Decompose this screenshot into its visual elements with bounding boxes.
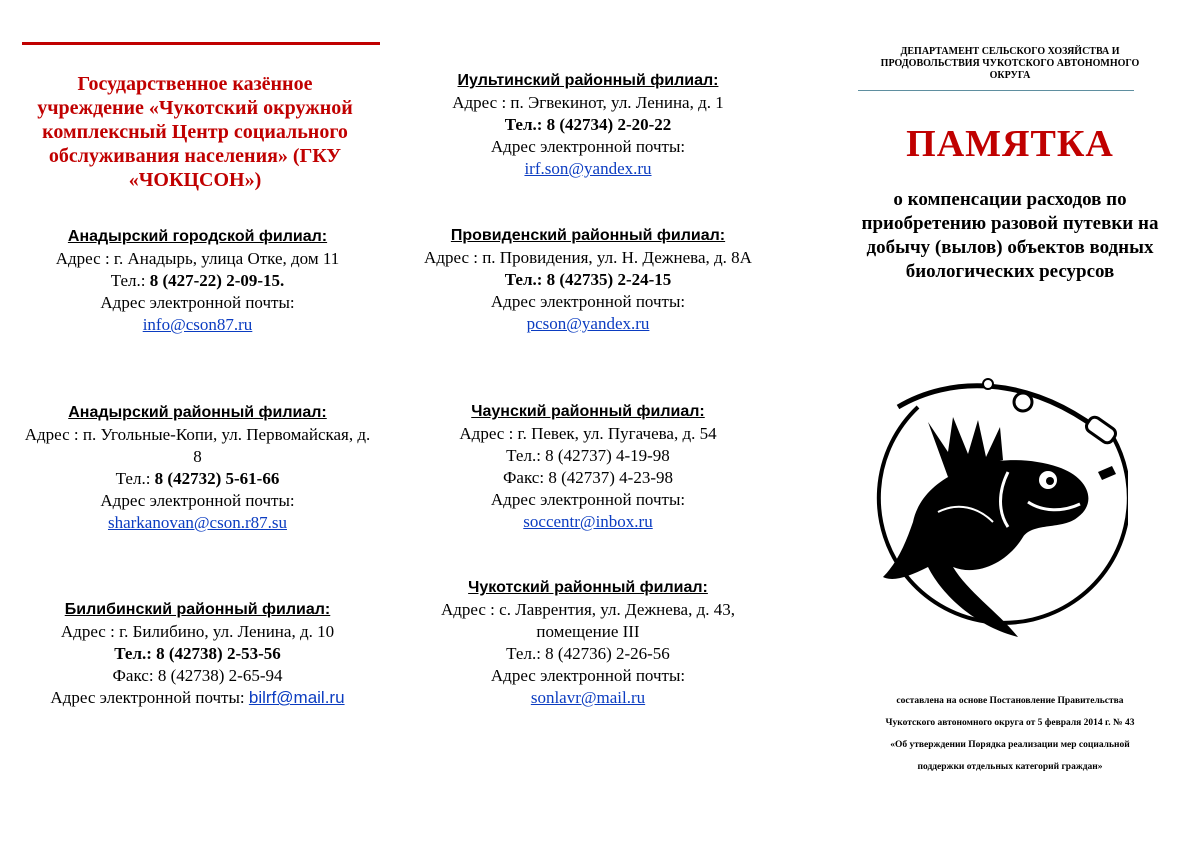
- branch-address: Адрес : г. Певек, ул. Пугачева, д. 54: [459, 424, 717, 443]
- branch-phone: Тел.: 8 (42735) 2-24-15: [504, 270, 672, 289]
- branch-phone: Тел.: 8 (42736) 2-26-56: [506, 644, 670, 663]
- branch-anadyr-district: [20, 402, 375, 534]
- branch-name: Провиденский районный филиал:: [450, 227, 726, 244]
- branch-name: Билибинский районный филиал:: [64, 601, 331, 618]
- legal-basis-line: Чукотского автономного округа от 5 февраля 2014 г. № 43: [885, 718, 1135, 728]
- branch-email-link[interactable]: sharkanovan@cson.r87.su: [107, 513, 287, 532]
- red-divider-line: [22, 42, 380, 45]
- branch-email-link[interactable]: soccentr@inbox.ru: [523, 512, 653, 531]
- legal-basis-line: поддержки отдельных категорий граждан»: [917, 762, 1103, 772]
- branch-name: Анадырский районный филиал:: [68, 404, 327, 421]
- branch-address: Адрес : г. Билибино, ул. Ленина, д. 10: [60, 622, 335, 641]
- phone-label: Тел.:: [115, 469, 151, 488]
- branch-address: Адрес : п. Провидения, ул. Н. Дежнева, д. 8А: [424, 248, 752, 267]
- email-label: Адрес электронной почты:: [50, 688, 245, 707]
- branch-chukotka: [418, 577, 758, 709]
- branch-provideniya: [418, 225, 758, 335]
- phone-label: Тел.:: [110, 271, 146, 290]
- branch-phone: 8 (427-22) 2-09-15.: [149, 271, 285, 290]
- branch-email-link[interactable]: bilrf@mail.ru: [248, 688, 345, 707]
- branch-address: Адрес : п. Угольные-Копи, ул. Первомайская, д. 8: [24, 425, 371, 466]
- branch-email-link[interactable]: pcson@yandex.ru: [526, 314, 650, 333]
- branch-address: Адрес : с. Лаврентия, ул. Дежнева, д. 43, помещение III: [440, 600, 736, 641]
- branch-bilibino: [20, 599, 375, 709]
- email-label: Адрес электронной почты:: [490, 137, 686, 156]
- organization-name: Государственное казённое учреждение «Чукотский окружной комплексный Центр социального обслуживания населения» (ГКУ «ЧОКЦСОН»): [37, 73, 353, 191]
- branch-email-link[interactable]: info@cson87.ru: [142, 315, 253, 334]
- legal-basis-note: [830, 690, 1190, 778]
- email-label: Адрес электронной почты:: [100, 491, 295, 510]
- branch-fax: Факс: 8 (42737) 4-23-98: [503, 468, 673, 487]
- brochure-subtitle: о компенсации расходов по приобретению разовой путевки на добычу (вылов) объектов водных биологических ресурсов: [861, 189, 1159, 282]
- legal-basis-line: «Об утверждении Порядка реализации мер социальной: [890, 740, 1130, 750]
- branch-fax: Факс: 8 (42738) 2-65-94: [112, 666, 283, 685]
- department-name: ДЕПАРТАМЕНТ СЕЛЬСКОГО ХОЗЯЙСТВА И ПРОДОВОЛЬСТВИЯ ЧУКОТСКОГО АВТОНОМНОГО ОКРУГА: [880, 46, 1140, 81]
- branch-phone: 8 (42732) 5-61-66: [154, 469, 280, 488]
- branch-email-link[interactable]: irf.son@yandex.ru: [524, 159, 652, 178]
- header-divider-line: [858, 90, 1134, 91]
- branch-anadyr-city: [20, 226, 375, 336]
- branch-phone: Тел.: 8 (42734) 2-20-22: [504, 115, 672, 134]
- fish-with-rod-icon: [858, 362, 1128, 647]
- brochure-title: ПАМЯТКА: [906, 123, 1114, 165]
- email-label: Адрес электронной почты:: [490, 666, 686, 685]
- email-label: Адрес электронной почты:: [490, 490, 686, 509]
- branch-address: Адрес : г. Анадырь, улица Отке, дом 11: [55, 249, 340, 268]
- branch-chaun: [418, 401, 758, 533]
- branch-name: Иультинский районный филиал:: [457, 72, 719, 89]
- branch-name: Чаунский районный филиал:: [471, 403, 705, 420]
- branch-address: Адрес : п. Эгвекинот, ул. Ленина, д. 1: [452, 93, 724, 112]
- branch-phone: Тел.: 8 (42738) 2-53-56: [114, 644, 281, 663]
- branch-phone: Тел.: 8 (42737) 4-19-98: [506, 446, 670, 465]
- branch-name: Анадырский городской филиал:: [67, 228, 328, 245]
- branch-email-link[interactable]: sonlavr@mail.ru: [530, 688, 646, 707]
- branch-iultin: [418, 70, 758, 180]
- legal-basis-line: составлена на основе Постановление Правительства: [896, 696, 1124, 706]
- branch-name: Чукотский районный филиал:: [468, 579, 708, 596]
- email-label: Адрес электронной почты:: [490, 292, 686, 311]
- email-label: Адрес электронной почты:: [100, 293, 295, 312]
